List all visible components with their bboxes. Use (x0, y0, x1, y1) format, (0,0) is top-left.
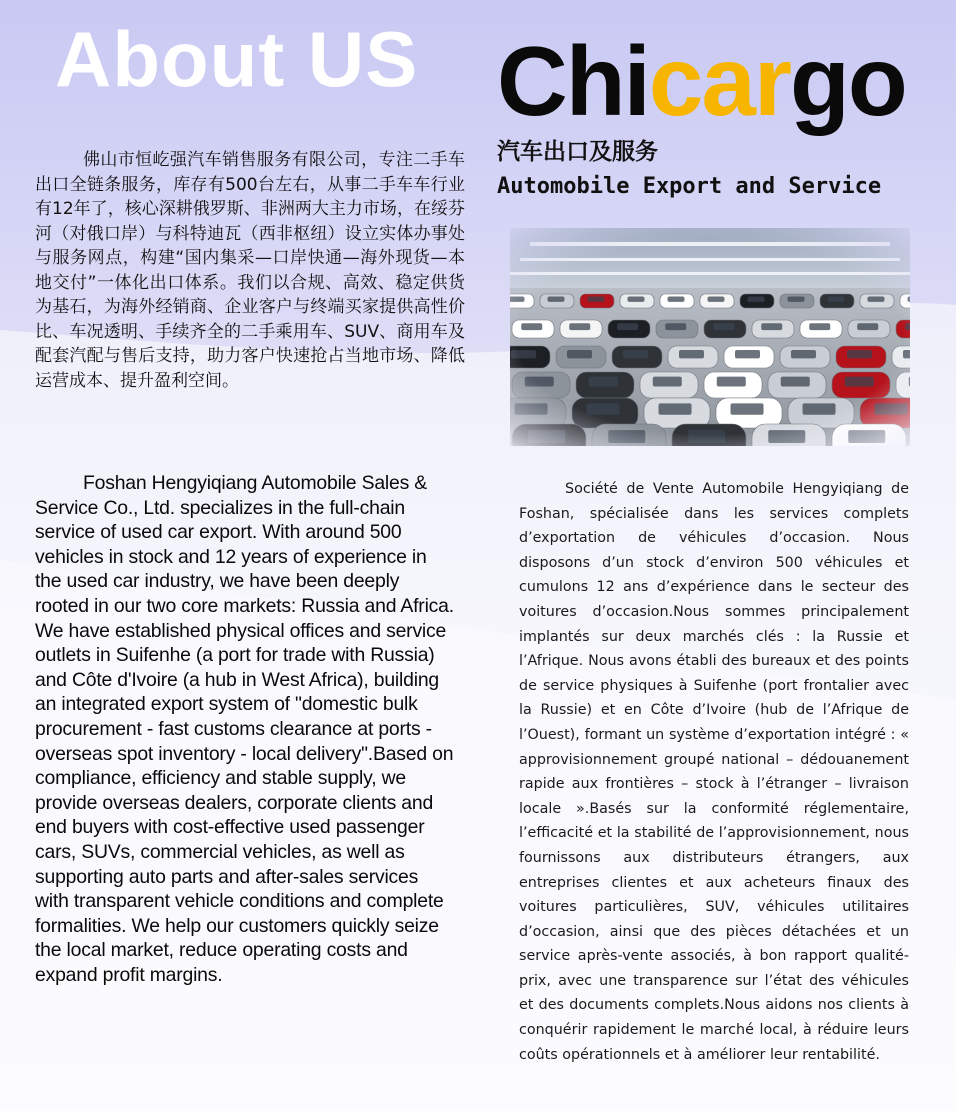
car-window (731, 403, 764, 414)
car-window (679, 350, 704, 358)
car-window (713, 323, 734, 330)
car-window (717, 377, 746, 387)
car-showroom-photo (510, 228, 910, 446)
car-window (547, 297, 564, 302)
car-window (875, 403, 908, 414)
car-window (803, 403, 836, 414)
car-window (845, 377, 874, 387)
car-window (791, 350, 816, 358)
car-window (528, 430, 565, 443)
subtitle-english: Automobile Export and Service (497, 174, 882, 199)
car-window (589, 377, 618, 387)
car-window (653, 377, 682, 387)
car-window (735, 350, 760, 358)
car-window (608, 430, 645, 443)
brand-logo (497, 26, 906, 136)
car-window (623, 350, 648, 358)
car-window (909, 377, 910, 387)
car-window (809, 323, 830, 330)
car-shape (896, 372, 910, 398)
car-window (768, 430, 805, 443)
car-window (847, 350, 872, 358)
car-window (688, 430, 725, 443)
car-window (567, 350, 592, 358)
car-window (905, 323, 910, 330)
car-window (667, 297, 684, 302)
brand-part-1: Chi (497, 26, 649, 136)
car-window (827, 297, 844, 302)
car-window (627, 297, 644, 302)
brand-part-accent: car (648, 26, 791, 136)
car-window (665, 323, 686, 330)
car-window (525, 377, 554, 387)
car-window (867, 297, 884, 302)
body-french: Société de Vente Automobile Hengyiqiang de Foshan, spécialisée dans les services complets d’exportation de véhicules d’occasion. Nous disposons d’un stock d’environ 500 véhicules et cumulons 12 ans d’expérience dans le secteur des voitures d’occasion.Nous sommes principalement implantés sur deux marchés clés : la Russie et l’Afrique. Nous avons établi des bureaux et des points de service physiques à Suifenhe (port frontalier avec la Russie) et en Côte d’Ivoire (hub de l’Afrique de l’Ouest), formant un système d’exportation intégré : « approvisionnement groupé national – dédouanement rapide aux frontières – stock à l’étranger – livraison locale ».Basés sur la conformité réglementaire, l’efficacité et la stabilité de l’approvisionnement, nous fournissons aux distributeurs étrangers, aux entreprises clientes et aux acheteurs finaux des voitures particulières, SUV, véhicules utilitaires d’occasion, ainsi que des pièces détachées et un service après-vente associés, à bon rapport qualité-prix, avec une transparence sur l’état des véhicules et des documents complets.Nous aidons nos clients à conquérir rapidement le marché local, à réduire leurs coûts opérationnels et à améliorer leur rentabilité. (519, 481, 909, 1063)
car-window (617, 323, 638, 330)
car-window (903, 350, 910, 358)
body-chinese: 佛山市恒屹强汽车销售服务有限公司，专注二手车出口全链条服务，库存有500台左右，从事二手车车行业有12年了，核心深耕俄罗斯、非洲两大主力市场，在绥芬河（对俄口岸）与科特迪瓦（西非枢纽）设立实体办事处与服务网点，构建“国内集采—口岸快通—海外现货—本地交付”一体化出口体系。我们以合规、高效、稳定供货为基石，为海外经销商、企业客户与终端买家提供高性价比、车况透明、手续齐全的二手乘用车、SUV、商用车及配套汽配与售后支持，助力客户快速抢占当地市场、降低运营成本、提升盈利空间。 (35, 150, 465, 391)
car-window (787, 297, 804, 302)
car-window (781, 377, 810, 387)
about-us-heading: About US (55, 15, 419, 103)
car-window (848, 430, 885, 443)
car-window (747, 297, 764, 302)
car-window (511, 350, 536, 358)
car-window (569, 323, 590, 330)
car-window (510, 297, 524, 302)
car-window (857, 323, 878, 330)
car-window (587, 403, 620, 414)
car-window (587, 297, 604, 302)
car-window (659, 403, 692, 414)
body-english: Foshan Hengyiqiang Automobile Sales & Service Co., Ltd. specializes in the full-chain service of used car export. With around 500 vehicles in stock and 12 years of experience in the used car industry, we have been deeply rooted in our two core markets: Russia and Africa. We have established physical offices and service outlets in Suifenhe (a port for trade with Russia) and Côte d'Ivoire (a hub in West Africa), building an integrated export system of "domestic bulk procurement - fast customs clearance at ports - overseas spot inventory - local delivery".Based on compliance, efficiency and stable supply, we provide overseas dealers, corporate clients and end buyers with cost-effective used passenger cars, SUVs, commercial vehicles, as well as supporting auto parts and after-sales services with transparent vehicle conditions and complete formalities. We help our customers quickly seize the local market, reduce operating costs and expand profit margins. (35, 472, 454, 986)
car-window (515, 403, 548, 414)
brand-part-3: go (790, 26, 906, 136)
car-window (521, 323, 542, 330)
car-window (707, 297, 724, 302)
subtitle-chinese: 汽车出口及服务 (497, 139, 658, 165)
car-window (761, 323, 782, 330)
